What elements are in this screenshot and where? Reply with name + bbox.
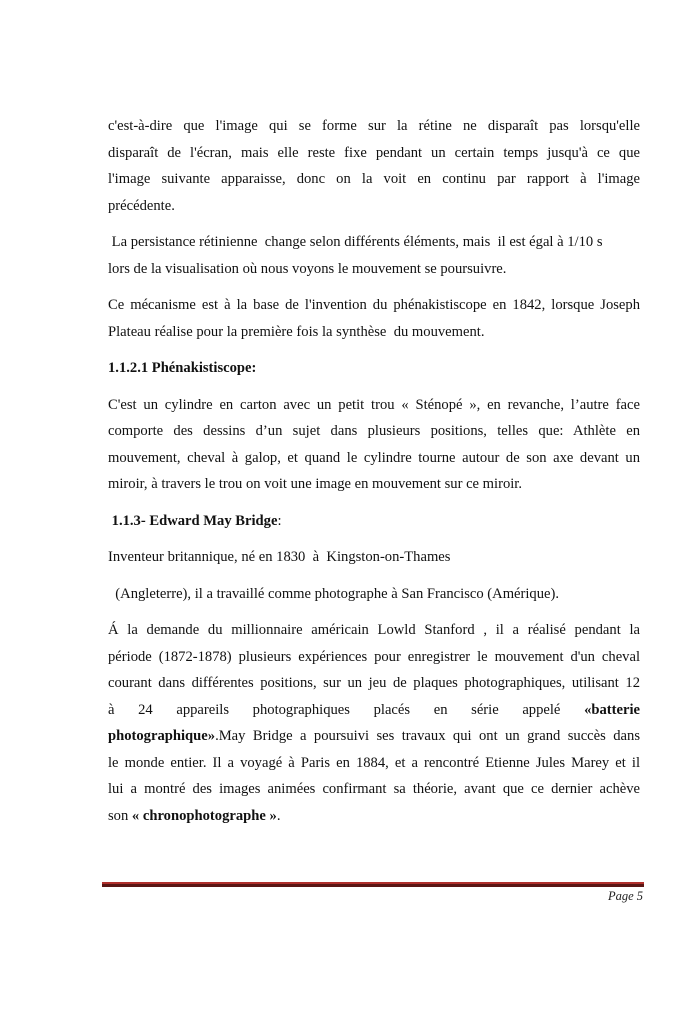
text-segment: à 24 appareils photographiques placés en série appelé: [108, 701, 561, 718]
section-heading-phenakistiscope: [108, 355, 640, 382]
text-line: [108, 803, 640, 830]
paragraph-persistence-intro: [108, 113, 640, 219]
text-segment: .May Bridge a poursuivi ses travaux qui ont un grand succès dans: [215, 728, 640, 744]
heading-colon: :: [277, 512, 282, 529]
page-body: [108, 113, 640, 829]
paragraph-cylinder: [108, 392, 640, 498]
text-line: Ce mécanisme est à la base de l'invention du phénakistiscope en 1842, lorsque Joseph: [108, 297, 640, 313]
paragraph-inventor: [108, 544, 640, 571]
paragraph-mechanism: [108, 292, 640, 345]
text-segment: .: [276, 807, 281, 824]
footer-divider: [102, 882, 644, 887]
text-line: période (1872-1878) plusieurs expériences pour enregistrer le mouvement d'un cheval: [108, 648, 640, 665]
paragraph-persistence-value: [108, 229, 640, 282]
page-number: Page 5: [607, 889, 643, 903]
text-line: l'image suivante apparaisse, donc on la voit en continu par rapport à l'image: [108, 171, 640, 187]
text-line: comporte des dessins d’un sujet dans plusieurs positions, telles que: Athlète en: [108, 423, 640, 439]
section-heading-may-bridge: [108, 508, 640, 535]
text-line: lui a montré des images animées confirmant sa théorie, avant que ce dernier achève: [108, 781, 640, 797]
paragraph-stanford: [108, 617, 640, 829]
text-line: Inventeur britannique, né en 1830 à Kingston-on-Thames: [108, 549, 451, 565]
text-line: précédente.: [108, 197, 175, 214]
bold-term: «batterie: [584, 701, 640, 718]
text-line: Plateau réalise pour la première fois la synthèse du mouvement.: [108, 323, 485, 340]
heading-text: 1.1.2.1 Phénakistiscope:: [108, 360, 257, 376]
bold-term: photographique»: [108, 728, 216, 744]
text-line: mouvement, cheval à galop, et quand le cylindre tourne autour de son axe devant un: [108, 449, 640, 466]
text-line: La persistance rétinienne change selon différents éléments, mais il est égal à 1/10 s: [108, 234, 603, 250]
text-segment: son: [108, 807, 132, 824]
text-line: lors de la visualisation où nous voyons le mouvement se poursuivre.: [108, 260, 507, 277]
text-line: C'est un cylindre en carton avec un petit trou « Sténopé », en revanche, l’autre face: [108, 396, 640, 413]
text-line: disparaît de l'écran, mais elle reste fixe pendant un certain temps jusqu'à ce que: [108, 144, 640, 161]
text-line: miroir, à travers le trou on voit une image en mouvement sur ce miroir.: [108, 476, 523, 492]
text-line: [108, 723, 640, 750]
heading-text: 1.1.3- Edward May Bridge: [108, 512, 278, 529]
text-line: [108, 697, 640, 724]
text-line: (Angleterre), il a travaillé comme photographe à San Francisco (Amérique).: [108, 585, 560, 602]
text-line: Á la demande du millionnaire américain Lowld Stanford , il a réalisé pendant la: [108, 622, 640, 638]
text-line: courant dans différentes positions, sur un jeu de plaques photographiques, utilisant 12: [108, 675, 640, 691]
text-line: c'est-à-dire que l'image qui se forme sur la rétine ne disparaît pas lorsqu'elle: [108, 118, 640, 134]
paragraph-england: [108, 581, 640, 608]
bold-term: « chronophotographe »: [131, 807, 277, 824]
text-line: le monde entier. Il a voyagé à Paris en 1884, et a rencontré Etienne Jules Marey et il: [108, 754, 640, 771]
